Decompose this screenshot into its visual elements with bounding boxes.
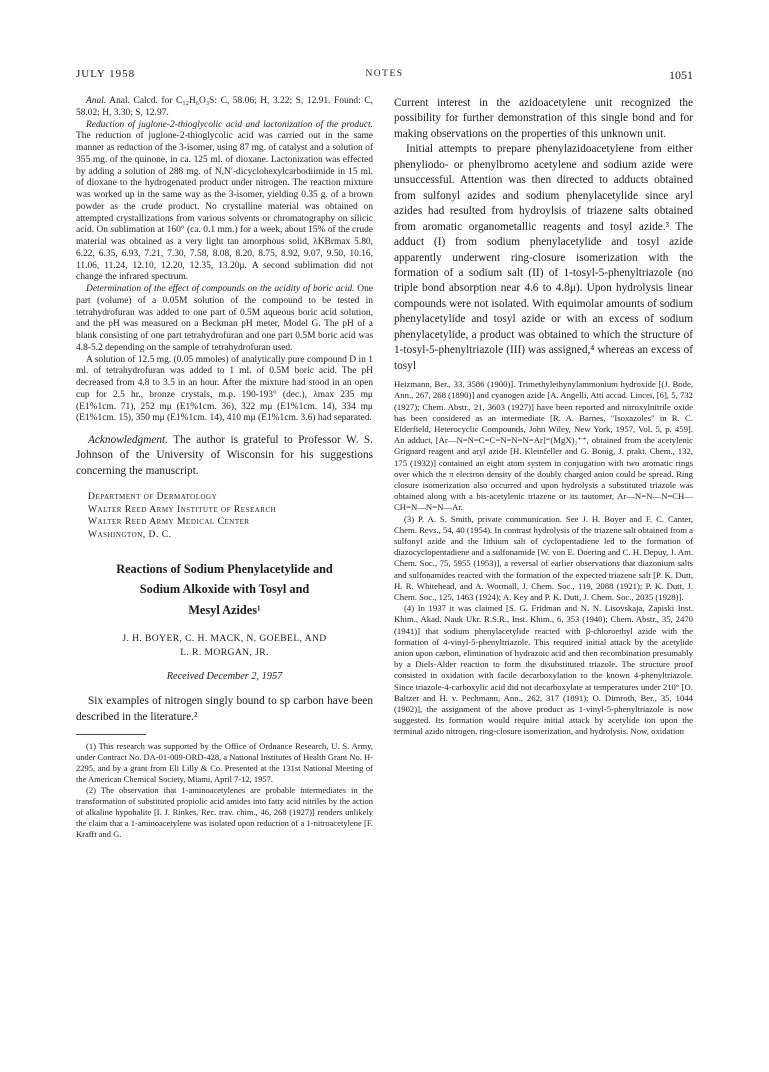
right-column (394, 96, 693, 1044)
page-header (76, 68, 693, 84)
footnote-2: (2) The observation that 1-aminoacetylenes are probable intermediates in the transformation of substituted propiolic acid amides into fatty acid nitriles by the action of alkaline hypohalite [I. J. Rinkes, Rec. trav. chim., 46, 268 (1927)] renders unlikely the claim that a 1-aminoacetylene was isolated upon reduction of a 1-nitroacetylene [F. Krafft and G. (76, 785, 373, 840)
reduction-heading: Reduction of juglone-2-thioglycolic acid and lactonization of the product. (86, 119, 373, 130)
determination-paragraph: Determination of the effect of compounds on the acidity of boric acid. One part (volume) of a 0.05M solution of the compound to be tested in tetrahydrofuran was added to one part of 0.5M aqueous boric acid solution, and the pH was measured on a Beckman pH meter, Model G. The pH of a blank consisting of one part tetrahydrofuran and one part 0.5M boric acid was 4.8-5.2 depending on the sample of tetrahydrofuran used. (76, 284, 373, 353)
reduction-paragraph: Reduction of juglone-2-thioglycolic acid and lactonization of the product. The reduction of juglone-2-thioglycolic acid was carried out in the same manner as reduction of the 3-isomer, using 87 mg. of catalyst and a solution of 355 mg. of the quinone, in ca. 125 ml. of dioxane. Lactonization was effected by adding a solution of 288 mg. of N,N′-dicyclohexylcarbodiimide in 15 ml. of dioxane to the hydrogenated product under nitrogen. The reaction mixture was worked up in the same way as the 3-isomer, yielding 0.35 g. of a brown powder as the crude product. No crystalline material was obtained on attempted crystallizations from various solvents or chromatography on silicic acid. On sublimation at 160° (ca. 0.1 mm.) for a week, about 15% of the crude material was obtained as a very light tan amorphous solid, λKBrmax 5.80, 6.22, 6.35, 6.93, 7.21, 7.30, 7.58, 8.08, 8.20, 8.75, 8.92, 9.07, 9.50, 10.16, 11.06, 11.24, 12.10, 12.20, 12.35, 13.20μ. A second sublimation did not change the infrared spectrum. (76, 119, 373, 283)
determination-heading: Determination of the effect of compounds on the acidity of boric acid. (86, 284, 355, 294)
header-date: JULY 1958 (76, 68, 136, 80)
analysis-paragraph: Anal. Anal. Calcd. for C₁₂H₆O₃S: C, 58.06; H, 3.22; S, 12.91. Found: C, 58.02; H, 3.30; S, 12.97. (76, 96, 374, 118)
body-paragraph-2: Initial attempts to prepare phenylazidoacetylene from either phenyliodo- or phenylbromo acetylene and sodium azide were unsuccessful. Attention was then directed to adducts obtained from sulfonyl azides and sodium phenylacetylide since aryl azides had resulted from hydroylsis of triazene salts obtained from aromatic organometallic reagents and tosyl azide.³ The adduct (I) from sodium phenylacetylide and tosyl azide apparently underwent ring-closure isomerization with the formation of a sodium salt (II) of 1-tosyl-5-phenyltriazole (no triple bond absorption near 4.6 to 4.8μ). Upon hydrolysis linear compounds were not isolated. With equimolar amounts of sodium phenylacetylide and tosyl azide or with an excess of sodium phenylacetylide, a product was obtained to which the structure of 1-tosyl-5-phenyltriazole (III) was assigned,⁴ whereas an excess of tosyl (394, 143, 693, 372)
footnote-1: (1) This research was supported by the Office of Ordnance Research, U. S. Army, under Contract No. DA-01-009-ORD-428, a National Institutes of Health Grant No. H-2295, and by a grant from Eli Lilly & Co. Presented at the 131st National Meeting of the American Chemical Society, Miami, April 7-12, 1957. (76, 741, 373, 785)
received-date: Received December 2, 1957 (166, 671, 283, 683)
acknowledgment-heading: Acknowledgment. (88, 434, 168, 446)
left-column (76, 96, 373, 1044)
department-address: Department of Dermatology Walter Reed Army Institute of Research Walter Reed Army Medical Center Washington, D. C. (88, 491, 277, 540)
article-authors: J. H. BOYER, C. H. MACK, N. GOEBEL, AND L. R. MORGAN, JR. (122, 633, 327, 658)
footnote-rule (76, 734, 146, 735)
body-paragraph-1: Current interest in the azidoacetylene unit recognized the possibility for further demonstration of this single bond and for making observations on the properties of this unknown unit. (394, 97, 693, 140)
header-page-number: 1051 (669, 68, 693, 82)
article-title: Reactions of Sodium Phenylacetylide and Sodium Alkoxide with Tosyl and Mesyl Azides¹ (116, 561, 333, 617)
footnote-4: (4) In 1937 it was claimed [S. G. Fridman and N. N. Lisovskaja, Zapiski Inst. Khim., Akad. Nauk Ukr. R.S.R., Inst. Khim., 6, 353 (1940); Chem. Abstr., 35, 2470 (1941)] that sodium phenylacetylide reacted with β-chloroethyl azide with the formation of 4-vinyl-5-phenyltriazole. This required initial attack by the acetylide anion upon carbon, elimination of hydrazoic acid and then recombination presumably by a Diels-Alder reaction to form the disubstituted triazole. The structure proof consisted in oxidation with facile decarboxylation to the known 4-phenyltriazole. Since triazole-4-carboxylic acid did not decarboxylate at temperatures under 210° [O. Baltzer and H. v. Pechmann, Ann., 262, 317 (1891); O. Dimroth, Ber., 35, 1044 (1902)], the assignment of the above product as 1-vinyl-5-phenyltriazole is now suggested. Its formation would require initial attack by acetylide ion upon the terminal azido nitrogen, ring-closure isomerization, and hydrolysis. Now, oxidation (394, 603, 693, 737)
footnote-3: (3) P. A. S. Smith, private communication. See J. H. Boyer and F. C. Canter, Chem. Revs., 54, 40 (1954). In contrast hydrolysis of the triazene salt obtained from a sulfonyl azide and the lithium salt of cyclopentadiene led to the formation of diazocyclopentadiene and a sulfonamide [W. von E. Doering and C. H. Depuy, J. Am. Chem. Soc., 75, 5955 (1953)], a reversal of earlier observations that diazonium salts and sulfonamides reacted with the formation of the expected triazene salt [P. K. Dutt, H. R. Whitehead, and A. Wormall, J. Chem. Soc., 119, 2088 (1921); P. K. Dutt, J. Chem. Soc., 125, 1463 (1924); A. Key and P. K. Dutt, J. Chem. Soc., 2035 (1928)]. (394, 513, 693, 603)
header-section: NOTES (365, 69, 404, 79)
solution-paragraph: A solution of 12.5 mg. (0.05 mmoles) of analytically pure compound D in 1 ml. of tetrahydrofuran was added to 1 ml. of 0.5M boric acid. The pH decreased from 4.8 to 3.5 in an hour. After the mixture had stood in an open cup for 2.5 hr., bronze crystals, m.p. 190-193° (dec.), λmax 235 mμ (E1%1cm. 71), 252 mμ (E1%1cm. 36), 322 mμ (E1%1cm. 14), 334 mμ (E1%1cm. 15), 350 mμ (E1%1cm. 14), 410 mμ (E1%1cm. 3.6) had separated. (76, 354, 373, 424)
acknowledgment-paragraph: Acknowledgment. The author is grateful to Professor W. S. Johnson of the University of Wisconsin for his suggestions concerning the manuscript. (76, 434, 373, 477)
footnote-2-continued: Heizmann, Ber., 33, 3586 (1900)]. Trimethylethynylammonium hydroxide [(J. Bode, Ann., 267, 268 (1890)] and cyanogen azide [A. Angelli, Atti accad. Lincei, [6], 5, 732 (1927); Chem. Abstr., 21, 3603 (1927)] have been reported and nitroxylnitrile oxide has been considered as an intermediate [R. A. Barnes, "Isoxazoles" in R. C. Elderfield, Heterocyclic Compounds, John Wiley, New York, 1957, Vol. 5, p. 459]. An adduct, [Ar—N=N=C=C=N=N=N=Ar]⁼(MgX)₂⁺⁺, obtained from the acetylenic Grignard reagent and aryl azide [H. Kleinfeller and G. Bonig, J. prakt. Chem., 132, 175 (1932)] contained an eight atom system in conjugation with two aromatic rings over which the π electron density of the doubly charged anion could be spread. Ring closure isomerization also occurred and upon hydrolysis a substituted triazole was obtained along with a bis-acetylenic triazene or its tautomer, Ar—N=N—N=CH—CH=N—N=N—Ar. (394, 379, 693, 513)
intro-paragraph: Six examples of nitrogen singly bound to sp carbon have been described in the literature.² (76, 695, 373, 723)
